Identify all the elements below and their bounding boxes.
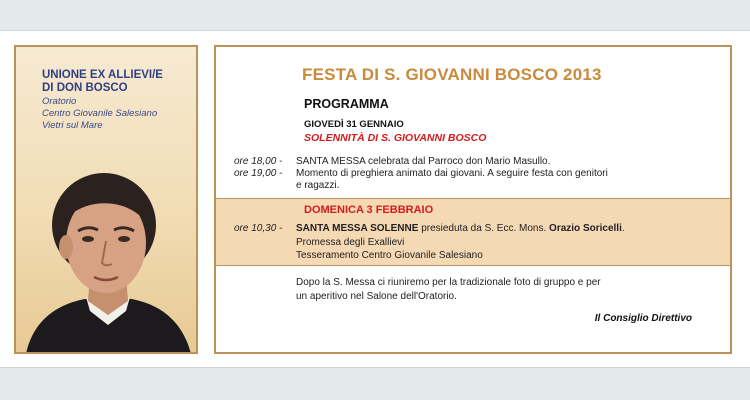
day2-note: Tesseramento Centro Giovanile Salesiano xyxy=(296,250,483,261)
day1-date: GIOVEDÌ 31 GENNAIO xyxy=(304,119,404,130)
highlight-band xyxy=(216,198,730,266)
celebrant-name: Orazio Soricelli xyxy=(549,223,622,234)
program-heading: PROGRAMMA xyxy=(304,97,389,111)
event-row xyxy=(234,168,714,194)
event-description-line1: Momento di preghiera animato dai giovani. A seguire festa con genitori xyxy=(296,168,608,179)
closing-line1: Dopo la S. Messa ci riuniremo per la tradizionale foto di gruppo e per xyxy=(296,277,601,288)
closing-line2: un aperitivo nel Salone dell'Oratorio. xyxy=(296,291,457,302)
organization-subtitle xyxy=(42,96,192,132)
event-text: presieduta da S. Ecc. Mons. xyxy=(418,223,550,234)
signature: Il Consiglio Direttivo xyxy=(594,313,692,324)
program-panel xyxy=(214,45,732,354)
event-description xyxy=(296,223,625,235)
organization-name-line1: UNIONE EX ALLIEVI/E xyxy=(42,69,163,81)
background-bottom xyxy=(0,368,750,400)
organization-sub-line3: Vietri sul Mare xyxy=(42,120,103,131)
day2-date: DOMENICA 3 FEBBRAIO xyxy=(304,204,434,216)
organization-name-line2: DI DON BOSCO xyxy=(42,82,128,94)
event-description xyxy=(296,168,608,192)
organization-panel xyxy=(14,45,198,354)
organization-sub-line1: Oratorio xyxy=(42,96,77,107)
event-title-bold: SANTA MESSA SOLENNE xyxy=(296,223,419,234)
event-time: ore 10,30 - xyxy=(234,223,283,234)
background-top xyxy=(0,0,750,30)
event-text-end: . xyxy=(621,223,625,234)
event-time: ore 19,00 - xyxy=(234,168,283,179)
event-title: FESTA DI S. GIOVANNI BOSCO 2013 xyxy=(302,65,602,84)
event-description: SANTA MESSA celebrata dal Parroco don Mario Masullo. xyxy=(296,156,551,167)
event-time: ore 18,00 - xyxy=(234,156,283,167)
day1-subtitle: SOLENNITÀ DI S. GIOVANNI BOSCO xyxy=(304,132,487,144)
event-poster xyxy=(0,30,750,368)
don-bosco-portrait xyxy=(16,165,196,354)
closing-note xyxy=(296,276,716,304)
event-description-line2: e ragazzi. xyxy=(296,180,340,191)
organization-name xyxy=(42,69,192,95)
day2-note: Promessa degli Exallievi xyxy=(296,237,405,248)
organization-sub-line2: Centro Giovanile Salesiano xyxy=(42,108,158,119)
